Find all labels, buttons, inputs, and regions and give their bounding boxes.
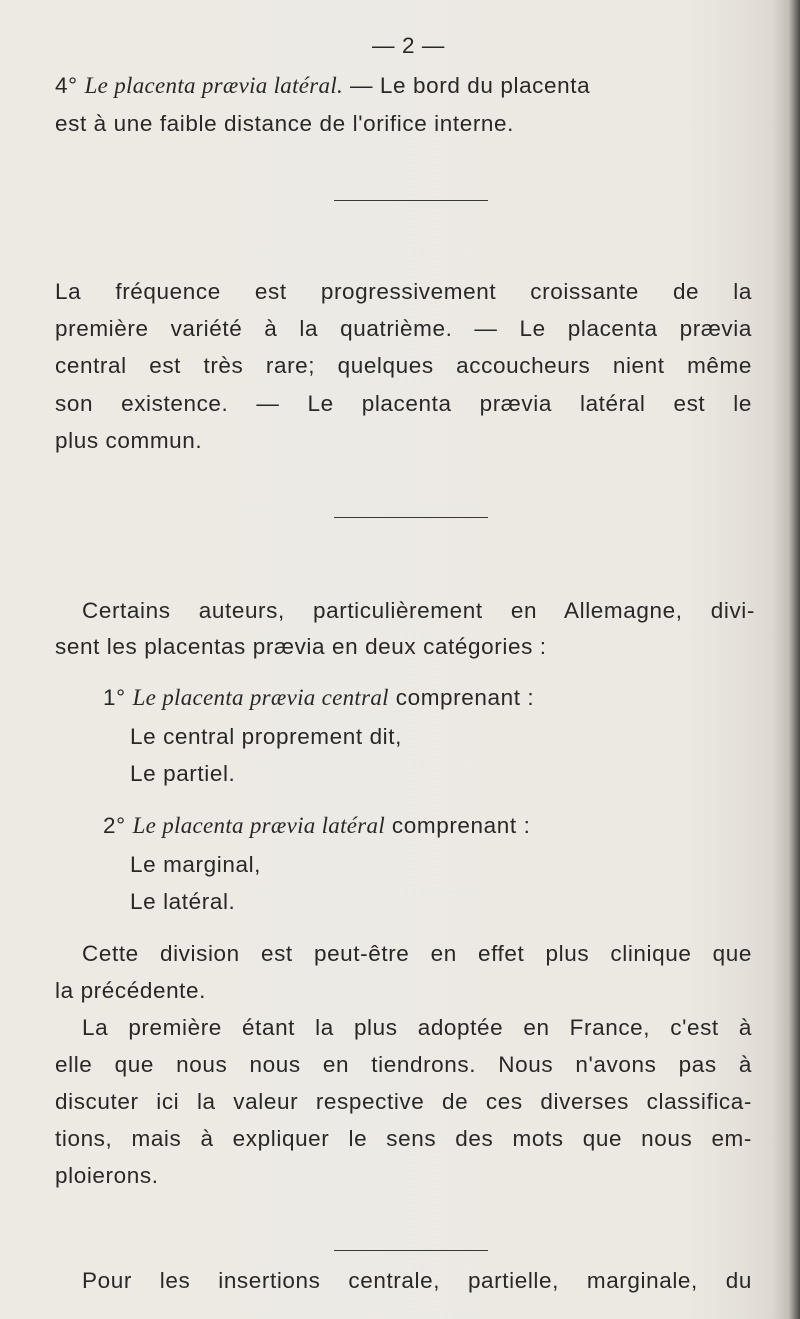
paragraph-4-line-3: La première étant la plus adoptée en France, c'est à: [82, 1015, 752, 1040]
section-divider-1: [334, 200, 488, 201]
paragraph-2-line-2: première variété à la quatrième. — Le placenta prævia: [55, 316, 752, 341]
category-2-item-1: Le marginal,: [130, 852, 262, 877]
section-divider-2: [334, 517, 488, 518]
category-2-number: 2°: [103, 813, 126, 838]
category-1-heading: [103, 684, 534, 712]
page-edge-shadow: [772, 0, 800, 1319]
category-2-item-2: Le latéral.: [130, 889, 236, 914]
paragraph-4-line-5: discuter ici la valeur respective de ces diverses classifica-: [55, 1089, 752, 1114]
item-4-text: — Le bord du placenta: [349, 73, 591, 98]
category-1-text: comprenant :: [395, 685, 535, 710]
item-4-number: 4°: [55, 73, 78, 98]
paragraph-2-line-1: La fréquence est progressivement croissante de la: [55, 279, 752, 304]
paragraph-4-line-4: elle que nous nous en tiendrons. Nous n'avons pas à: [55, 1052, 752, 1077]
item-4-line-2: est à une faible distance de l'orifice interne.: [55, 111, 515, 136]
page-number: — 2 —: [372, 33, 446, 58]
paragraph-4-line-6: tions, mais à expliquer le sens des mots que nous em-: [55, 1126, 752, 1151]
category-1-number: 1°: [103, 685, 126, 710]
item-4-title: Le placenta prævia latéral.: [84, 73, 344, 98]
category-1-title: Le placenta prævia central: [132, 685, 389, 710]
category-1-item-1: Le central proprement dit,: [130, 724, 402, 749]
paragraph-5-line-1: Pour les insertions centrale, partielle, marginale, du: [82, 1268, 752, 1293]
paragraph-4-line-7: ploierons.: [55, 1163, 159, 1188]
item-4-line-1: [55, 72, 590, 100]
category-2-title: Le placenta prævia latéral: [132, 813, 386, 838]
paragraph-2-line-3: central est très rare; quelques accoucheurs nient même: [55, 353, 752, 378]
paragraph-2-line-5: plus commun.: [55, 428, 203, 453]
category-2-heading: [103, 812, 530, 840]
paragraph-4-line-1: Cette division est peut-être en effet plus clinique que: [82, 941, 752, 966]
paragraph-2-line-4: son existence. — Le placenta prævia latéral est le: [55, 391, 752, 416]
paragraph-4-line-2: la précédente.: [55, 978, 207, 1003]
category-2-text: comprenant :: [391, 813, 531, 838]
section-divider-3: [334, 1250, 488, 1251]
paragraph-3-line-2: sent les placentas prævia en deux catégories :: [55, 634, 547, 659]
category-1-item-2: Le partiel.: [130, 761, 236, 786]
paragraph-3-line-1: Certains auteurs, particulièrement en Allemagne, divi-: [82, 598, 755, 623]
